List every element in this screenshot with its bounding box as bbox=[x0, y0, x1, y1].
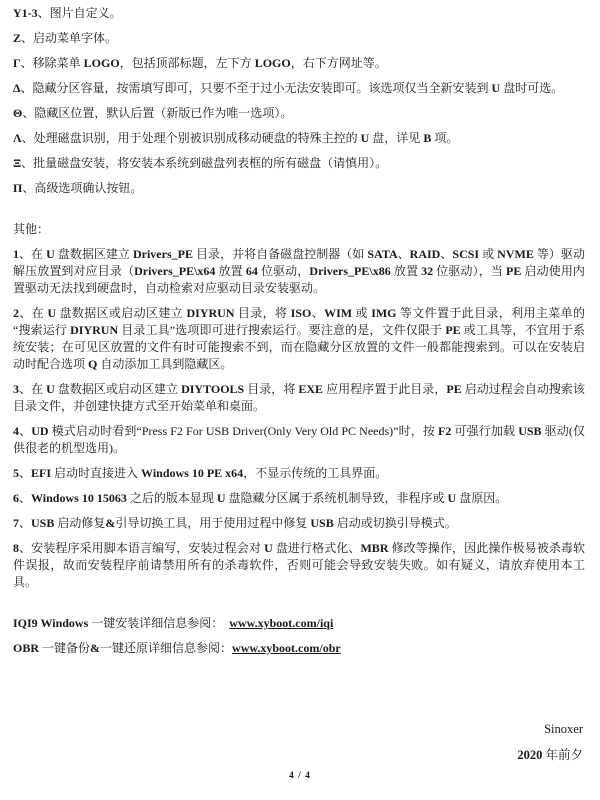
text-run: Θ bbox=[13, 106, 23, 120]
note-item-1 bbox=[13, 246, 585, 297]
text-run: 启动时直接进入 bbox=[51, 466, 142, 480]
text-run: Y1-3 bbox=[13, 6, 38, 20]
text-run: U bbox=[216, 491, 226, 505]
text-run: 放置 bbox=[390, 264, 422, 278]
text-run: 盘进行格式化、 bbox=[272, 541, 361, 555]
text-run: 一键备份 bbox=[39, 641, 91, 655]
text-run: 之后的版本显现 bbox=[126, 491, 217, 505]
text-run: 自动添加工具到隐藏区。 bbox=[97, 357, 233, 371]
text-run: 、 bbox=[19, 466, 32, 480]
text-run: PE bbox=[445, 323, 461, 337]
text-run: Q bbox=[88, 357, 98, 371]
text-run: LOGO bbox=[83, 56, 120, 70]
text-run: USB bbox=[310, 516, 334, 530]
text-run: 、 bbox=[19, 424, 32, 438]
text-run: 64 bbox=[245, 264, 258, 278]
date-suffix: 年前夕 bbox=[542, 748, 583, 762]
text-run: 8 bbox=[13, 541, 19, 555]
text-run: 盘原因。 bbox=[456, 491, 508, 505]
text-run: 目录，将 bbox=[234, 306, 291, 320]
text-run: 应用程序置于此目录， bbox=[323, 382, 447, 396]
text-run: 可强行加载 bbox=[451, 424, 519, 438]
text-run: 引导切换工具，用于使用过程中修复 bbox=[115, 516, 311, 530]
text-run: Drivers_PE\x86 bbox=[309, 264, 391, 278]
text-run: U bbox=[491, 81, 501, 95]
text-run: 一键安装详细信息参阅： bbox=[88, 616, 230, 630]
text-run: 、处理磁盘识别，用于处理个别被识别成移动硬盘的特殊主控的 bbox=[21, 131, 361, 145]
text-run: U bbox=[264, 541, 273, 555]
option-item-gamma bbox=[13, 55, 585, 72]
text-run: 5 bbox=[13, 466, 19, 480]
text-run: 项。 bbox=[431, 131, 459, 145]
text-run: 一键还原详细信息参阅： bbox=[100, 641, 233, 655]
text-run: 32 bbox=[421, 264, 434, 278]
text-run: 6 bbox=[13, 491, 19, 505]
text-run: Drivers_PE\x64 bbox=[134, 264, 216, 278]
note-item-5 bbox=[13, 465, 585, 482]
note-item-8 bbox=[13, 540, 585, 591]
note-item-6 bbox=[13, 490, 585, 507]
option-item-z bbox=[13, 30, 585, 47]
text-run: 或 bbox=[479, 247, 498, 261]
text-run: Z bbox=[13, 31, 22, 45]
text-run: 、在 bbox=[19, 382, 47, 396]
option-item-lambda bbox=[13, 130, 585, 147]
text-run: U bbox=[360, 131, 370, 145]
text-run: 、批量磁盘安装，将安装本系统到磁盘列表框的所有磁盘（请慎用）。 bbox=[21, 156, 388, 170]
text-run: 启动使用内置驱动无法找到硬盘时，自动检索对应驱动目录安装驱动。 bbox=[13, 264, 585, 295]
text-run: 3 bbox=[13, 382, 19, 396]
text-run: 驱动(仅供很老的机型选用)。 bbox=[13, 424, 585, 455]
text-run: 、启动菜单字体。 bbox=[21, 31, 118, 45]
date-year: 2020 bbox=[517, 748, 543, 762]
section-heading-other bbox=[13, 221, 585, 238]
text-run: DIYTOOLS bbox=[181, 382, 245, 396]
text-run: Windows 10 PE x64 bbox=[141, 466, 244, 480]
text-run: SCSI bbox=[452, 247, 480, 261]
text-run: 、图片自定义。 bbox=[37, 6, 122, 20]
text-run: 启动或切换引导模式。 bbox=[333, 516, 457, 530]
text-run: 7 bbox=[13, 516, 19, 530]
option-item-y1-3 bbox=[13, 5, 585, 22]
text-run: 其他： bbox=[13, 222, 50, 236]
note-item-4 bbox=[13, 423, 585, 457]
text-run: 盘时可选。 bbox=[500, 81, 564, 95]
page-number: 4 / 4 bbox=[289, 771, 311, 781]
text-run: LOGO bbox=[254, 56, 291, 70]
text-run: IQI9 Windows bbox=[13, 616, 89, 630]
text-run: F2 bbox=[438, 424, 452, 438]
text-run: 、 bbox=[311, 306, 325, 320]
text-run: IMG bbox=[371, 306, 397, 320]
option-item-pi bbox=[13, 180, 585, 197]
text-run: 盘，详见 bbox=[369, 131, 424, 145]
text-run: 4 bbox=[13, 424, 19, 438]
text-run: 、在 bbox=[19, 306, 48, 320]
note-item-2 bbox=[13, 305, 585, 373]
text-run: EXE bbox=[298, 382, 324, 396]
text-run: Γ bbox=[13, 56, 21, 70]
note-item-7 bbox=[13, 515, 585, 532]
text-run: PE bbox=[446, 382, 462, 396]
text-run: 2 bbox=[13, 306, 19, 320]
text-run: 目录工具”选项即可进行搜索运行。要注意的是，文件仅限于 bbox=[118, 323, 446, 337]
text-run: ISO bbox=[290, 306, 312, 320]
text-run: 、 bbox=[397, 247, 410, 261]
text-run: UD bbox=[31, 424, 49, 438]
text-run: NVME bbox=[497, 247, 534, 261]
text-run: WIM bbox=[324, 306, 353, 320]
text-run: Ξ bbox=[13, 156, 22, 170]
text-run: & bbox=[90, 641, 101, 655]
text-run: 修改等操作，因此操作极易被杀毒软件误报，故而安装程序前请禁用所有的杀毒软件，否则可能会导致安装失败。如有疑义，请放弃使用本工具。 bbox=[13, 541, 585, 589]
text-run: ”时，按 bbox=[393, 424, 439, 438]
text-run: 启动修复 bbox=[54, 516, 106, 530]
text-run: ，不显示传统的工具界面。 bbox=[243, 466, 388, 480]
text-run: Press F2 For USB Driver(Only Very Old PC Needs) bbox=[141, 424, 394, 438]
text-run: Drivers_PE bbox=[132, 247, 193, 261]
text-run: 等）驱动解压放置到对应目录（ bbox=[13, 247, 585, 278]
text-run: PE bbox=[506, 264, 522, 278]
text-run: SATA bbox=[367, 247, 398, 261]
text-run: 等文件置于此目录，利用主菜单的“搜索运行 bbox=[13, 306, 585, 337]
text-run: 、在 bbox=[19, 247, 47, 261]
text-run: 目录，将 bbox=[244, 382, 299, 396]
text-run: B bbox=[423, 131, 432, 145]
text-run: 、安装程序采用脚本语言编写，安装过程会对 bbox=[19, 541, 265, 555]
info-line-iqi bbox=[13, 615, 585, 632]
text-run: 启动过程会自动搜索该目录文件，并创建快捷方式至开始菜单和桌面。 bbox=[13, 382, 585, 413]
text-run: 、隐藏区位置，默认后置（新版已作为唯一选项）。 bbox=[22, 106, 293, 120]
date-line bbox=[517, 742, 583, 768]
text-run: 位驱动， bbox=[257, 264, 310, 278]
text-run: EFI bbox=[31, 466, 52, 480]
text-run: Λ bbox=[13, 131, 22, 145]
text-run: 或工具等，不宜用于系统安装；在可见区放置的文件有时可能搜索不到，而在隐藏分区放置的文件一般都能搜索到。可以在安装启动时配合选项 bbox=[13, 323, 585, 371]
text-run: 放置 bbox=[215, 264, 246, 278]
text-run: U bbox=[447, 491, 457, 505]
text-run: 盘隐藏分区属于系统机制导致，非程序或 bbox=[225, 491, 448, 505]
text-run: USB bbox=[31, 516, 55, 530]
signature: Sinoxer bbox=[544, 722, 583, 736]
text-run: RAID bbox=[409, 247, 441, 261]
link-xyboot-obr[interactable]: www.xyboot.com/obr bbox=[232, 641, 341, 655]
footer-signature-block bbox=[517, 716, 583, 768]
text-run: OBR bbox=[13, 641, 40, 655]
text-run: DIYRUN bbox=[70, 323, 119, 337]
text-run: USB bbox=[518, 424, 542, 438]
text-run: MBR bbox=[360, 541, 389, 555]
text-run: ，右下方网址等。 bbox=[290, 56, 387, 70]
option-item-delta bbox=[13, 80, 585, 97]
text-run: 、 bbox=[19, 516, 32, 530]
text-run: 、高级选项确认按钮。 bbox=[22, 181, 143, 195]
text-run: Δ bbox=[13, 81, 21, 95]
text-run: 盘数据区或启动区建立 bbox=[56, 306, 187, 320]
text-run: Windows 10 15063 bbox=[31, 491, 127, 505]
info-line-obr bbox=[13, 640, 585, 657]
text-run: U bbox=[46, 247, 55, 261]
text-run: U bbox=[47, 306, 57, 320]
text-run: & bbox=[105, 516, 116, 530]
text-run: 或 bbox=[352, 306, 372, 320]
text-run: 盘数据区或启动区建立 bbox=[54, 382, 182, 396]
link-xyboot-iqi[interactable]: www.xyboot.com/iqi bbox=[229, 616, 334, 630]
text-run: 模式启动时看到“ bbox=[48, 424, 142, 438]
text-run: 、 bbox=[440, 247, 453, 261]
text-run: 盘数据区建立 bbox=[54, 247, 133, 261]
text-run: 目录，并将自备磁盘控制器（如 bbox=[192, 247, 368, 261]
option-item-theta bbox=[13, 105, 585, 122]
text-run: U bbox=[46, 382, 55, 396]
text-run: ，包括顶部标题，左下方 bbox=[119, 56, 255, 70]
text-run: 1 bbox=[13, 247, 19, 261]
note-item-3 bbox=[13, 381, 585, 415]
option-item-xi bbox=[13, 155, 585, 172]
text-run: 、 bbox=[19, 491, 32, 505]
text-run: 位驱动），当 bbox=[433, 264, 507, 278]
text-run: 、隐藏分区容量，按需填写即可，只要不至于过小无法安装即可。该选项仅当全新安装到 bbox=[20, 81, 492, 95]
text-run: 、移除菜单 bbox=[20, 56, 84, 70]
text-run: Π bbox=[13, 181, 23, 195]
text-run: DIYRUN bbox=[186, 306, 235, 320]
